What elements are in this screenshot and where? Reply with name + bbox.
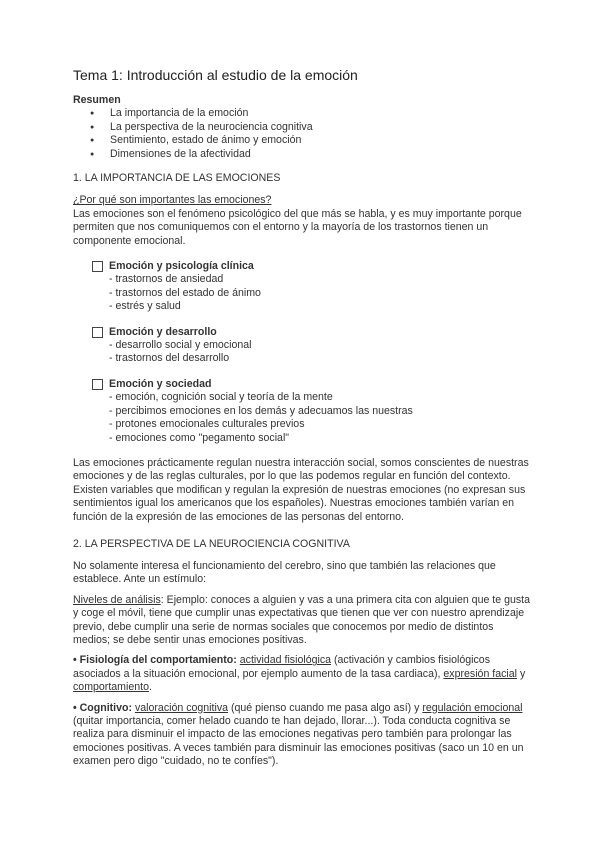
document-title: Tema 1: Introducción al estudio de la emoción	[73, 67, 358, 83]
cognitive-link-appraisal: valoración cognitiva	[134, 701, 229, 714]
checklist-title: Emoción y sociedad	[109, 377, 212, 390]
physiology-text: (activación y cambios fisiológicos asociados a la situación emocional, por ejemplo aumento de la tasa cardiaca),	[73, 654, 490, 680]
checklist-group-development	[92, 326, 533, 366]
cognitive-text: (quitar importancia, comer helado cuando te han dejado, llorar...). Toda conducta cognitiva se realiza para disminuir el impacto de las emociones negativas pero también para prolongar las emociones positivas. A veces también para disminuir las emociones positivas (saco un 10 en un examen pero digo "cuidado, no te confíes").	[73, 715, 524, 768]
summary-list	[73, 107, 533, 161]
section-1-closing: Las emociones prácticamente regulan nuestra interacción social, somos conscientes de nuestras emociones y de las reglas culturales, por lo que las podemos regular en función del contexto. Existen variables que modifican y regulan la expresión de nuestras emociones (no expresan sus sentimientos igual los americanos que los españoles). Nuestras emociones también varían en función de la expresión de las emociones de las personas del entorno.	[73, 456, 529, 523]
checkbox-icon[interactable]	[92, 379, 103, 390]
section-1-heading: 1. LA IMPORTANCIA DE LAS EMOCIONES	[73, 172, 281, 185]
summary-label: Resumen	[73, 94, 121, 106]
checkbox-icon[interactable]	[92, 261, 103, 272]
document-page	[73, 66, 533, 769]
checklist-item: - emociones como "pegamento social"	[109, 431, 290, 444]
summary-item: ● La importancia de la emoción	[110, 107, 533, 121]
physiology-link-activity: actividad fisiológica	[239, 654, 332, 667]
cognitive-paragraph	[73, 702, 533, 769]
cognitive-link-regulation: regulación emocional	[422, 701, 523, 714]
checklist-title: Emoción y desarrollo	[109, 325, 217, 338]
checkbox-icon[interactable]	[92, 327, 103, 338]
summary-item: ● Dimensiones de la afectividad	[110, 148, 533, 162]
checklist-item: - trastornos del estado de ánimo	[109, 286, 261, 299]
cognitive-label: • Cognitivo:	[73, 701, 135, 714]
levels-label: Niveles de análisis	[73, 593, 161, 606]
checklist-title: Emoción y psicología clínica	[109, 260, 254, 273]
checklist-item: - percibimos emociones en los demás y adecuamos las nuestras	[109, 404, 413, 417]
checklist-item: - trastornos de ansiedad	[109, 273, 224, 286]
checklist-group-clinical	[92, 260, 533, 314]
checklist-item: - estrés y salud	[109, 300, 181, 313]
checklist-item: - emoción, cognición social y teoría de la mente	[109, 391, 333, 404]
section-2-heading: 2. LA PERSPECTIVA DE LA NEUROCIENCIA COGNITIVA	[73, 537, 350, 550]
physiology-text: y	[517, 667, 526, 680]
checklist-item: - desarrollo social y emocional	[109, 339, 252, 352]
physiology-link-facial: expresión facial	[443, 667, 518, 680]
summary-item: ● La perspectiva de la neurociencia cognitiva	[110, 121, 533, 135]
section-2-intro: No solamente interesa el funcionamiento del cerebro, sino que también las relaciones que establece. Ante un estímulo:	[73, 559, 496, 586]
levels-paragraph	[73, 594, 533, 648]
physiology-text: .	[148, 681, 152, 694]
physiology-label: • Fisiología del comportamiento:	[73, 654, 240, 667]
levels-text: : Ejemplo: conoces a alguien y vas a una primera cita con alguien que te gusta y coge el móvil, tiene que cumplir unas expectativas que tienen que ver con nuestro aprendizaje previo, debe cumplir una serie de normas sociales que conocemos por medio de distintos medios; se debe sentir unas emociones positivas.	[73, 593, 530, 646]
checklist-item: - protones emocionales culturales previos	[109, 418, 305, 431]
summary-item: ● Sentimiento, estado de ánimo y emoción	[110, 134, 533, 148]
physiology-paragraph	[73, 654, 533, 694]
checklist-item: - trastornos del desarrollo	[109, 352, 230, 365]
cognitive-text: (qué pienso cuando me pasa algo así) y	[228, 701, 423, 714]
section-1-question: ¿Por qué son importantes las emociones?	[73, 194, 272, 207]
checklist-group-society	[92, 378, 533, 445]
physiology-link-behavior: comportamiento	[73, 681, 149, 694]
section-1-intro: Las emociones son el fenómeno psicológico del que más se habla, y es muy importante porque permiten que nos comuniquemos con el entorno y la mayoría de los trastornos tienen un componente emocional.	[73, 207, 522, 247]
